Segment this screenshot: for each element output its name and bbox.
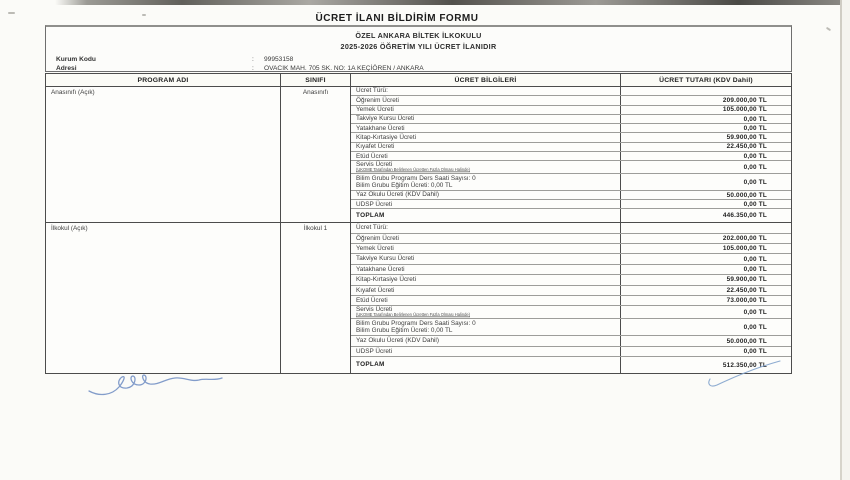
form-subtitle: 2025-2026 ÖĞRETİM YILI ÜCRET İLANIDIR [340,42,497,51]
fee-row-ogrenim [351,96,791,105]
header-ucret-bilgileri: ÜCRET BİLGİLERİ [351,74,621,86]
fee-label [351,319,621,335]
fee-row-yatakhane [351,124,791,133]
fee-row-yemek [351,106,791,115]
fee-row-etud [351,152,791,161]
fee-label [351,174,621,190]
fee-row-kiyafet [351,143,791,152]
fee-amount: 73.000,00 TL [726,297,767,305]
fee-label-note: (UKOME Tarafından Belirlenen Ücretten Fazla Olması Halinde) [356,168,470,173]
fee-row-etud [351,296,791,306]
fee-amount: 22.450,00 TL [726,286,767,294]
scan-speck [826,27,831,32]
fee-amount: 0,00 TL [743,178,767,186]
fee-label: Yatakhane Ücreti [351,124,621,132]
fee-label: Etüd Ücreti [351,296,621,305]
total-label: TOPLAM [351,209,621,222]
fee-row-toplam [351,209,791,222]
school-name: ÖZEL ANKARA BİLTEK İLKOKULU [355,31,482,40]
fee-amount: 59.900,00 TL [726,276,767,284]
grade-name: Anasınıfı [281,87,351,222]
header-program-adi: PROGRAM ADI [46,74,281,86]
fee-label: Takviye Kursu Ücreti [351,115,621,123]
paper-edge-line [840,0,842,480]
fee-row-ucret-turu [351,87,791,96]
fee-amount: 0,00 TL [743,255,767,263]
fee-amount: 0,00 TL [743,200,767,208]
fee-amount: 0,00 TL [743,124,767,132]
fee-row-yaz-okulu [351,191,791,200]
fee-label [351,161,621,173]
grade-name: İlkokul 1 [281,223,351,373]
colon-separator: : [252,56,254,63]
fee-label: UDSP Ücreti [351,200,621,208]
form-title-wrap [0,8,794,26]
fee-amount: 0,00 TL [743,266,767,274]
program-block-ilkokul [46,223,791,373]
fee-row-kiyafet [351,286,791,296]
fee-row-udsp [351,200,791,209]
fee-label-line2: Bilim Grubu Eğitim Ücreti: 0,00 TL [356,182,453,190]
fee-amount: 105.000,00 TL [722,245,767,253]
fee-row-takviye [351,254,791,264]
fee-label: Yaz Okulu Ücreti (KDV Dahil) [351,191,621,199]
fee-row-udsp [351,347,791,357]
fee-rows [351,223,791,373]
fee-row-takviye [351,115,791,124]
fee-amount: 0,00 TL [743,163,767,171]
fee-amount: 0,00 TL [743,308,767,316]
total-amount: 446.350,00 TL [722,212,767,220]
handwritten-signature [86,371,231,399]
fee-label: Ücret Türü: [351,223,621,232]
fee-amount: 0,00 TL [743,323,767,331]
fee-row-yatakhane [351,265,791,275]
header-sinifi: SINIFI [281,74,351,86]
fee-label: Kıyafet Ücreti [351,286,621,295]
fee-label: Yatakhane Ücreti [351,265,621,274]
fee-amount: 209.000,00 TL [722,96,767,104]
fee-amount: 59.900,00 TL [726,134,767,142]
table-header-row [46,74,791,87]
fee-label-line1: Bilim Grubu Programı Ders Saati Sayısı: 0 [356,320,476,328]
fee-label: Kıyafet Ücreti [351,143,621,151]
fee-label: Yaz Okulu Ücreti (KDV Dahil) [351,336,621,345]
fee-label: Kitap-Kırtasiye Ücreti [351,275,621,284]
fee-row-ogrenim [351,234,791,244]
fee-row-yemek [351,244,791,254]
pen-tick-icon [702,357,784,393]
fee-amount: 0,00 TL [743,347,767,355]
total-label: TOPLAM [351,357,621,373]
fee-label-line1: Bilim Grubu Programı Ders Saati Sayısı: 0 [356,174,476,182]
school-info-box [45,25,792,72]
total-amount: 512.350,00 TL [722,361,767,369]
fee-label: Ücret Türü: [351,87,621,95]
fee-label-line2: Bilim Grubu Eğitim Ücreti: 0,00 TL [356,327,453,335]
fee-label-main: Servis Ücreti [356,160,393,168]
fee-row-kitap [351,275,791,285]
fee-row-yaz-okulu [351,336,791,346]
header-ucret-tutari: ÜCRET TUTARI (KDV Dahil) [659,76,753,84]
program-block-anasinifi [46,87,791,223]
fee-label [351,306,621,318]
fee-label: Takviye Kursu Ücreti [351,254,621,263]
fee-label-note: (UKOME Tarafından Belirlenen Ücretten Fazla Olması Halinde) [356,313,470,318]
fee-row-ucret-turu [351,223,791,233]
fee-amount: 105.000,00 TL [722,106,767,114]
program-name: İlkokul (Açık) [46,223,281,373]
fee-label: Yemek Ücreti [351,244,621,253]
fee-label: UDSP Ücreti [351,347,621,356]
address-label: Adresi [56,65,77,72]
program-name: Anasınıfı (Açık) [46,87,281,222]
institution-code-label: Kurum Kodu [56,56,96,63]
scan-artifact-top-band [55,0,850,5]
fee-row-servis [351,306,791,319]
fee-label: Öğrenim Ücreti [351,96,621,104]
colon-separator: : [252,65,254,72]
form-title: ÜCRET İLANI BİLDİRİM FORMU [310,13,485,26]
scan-margin [842,0,850,480]
fee-amount: 0,00 TL [743,152,767,160]
fee-row-kitap [351,133,791,142]
fee-label: Etüd Ücreti [351,152,621,160]
fee-amount: 50.000,00 TL [726,191,767,199]
fee-label: Öğrenim Ücreti [351,234,621,243]
fee-row-bilim-grubu [351,174,791,191]
address-row [56,65,791,72]
fee-row-bilim-grubu [351,319,791,336]
institution-code-row [56,56,791,63]
fee-amount: 202.000,00 TL [722,234,767,242]
institution-code-value: 99953158 [264,56,294,63]
fee-label-main: Servis Ücreti [356,305,393,313]
fee-rows [351,87,791,222]
fee-amount: 50.000,00 TL [726,337,767,345]
fee-amount [621,87,791,95]
fee-amount: 22.450,00 TL [726,143,767,151]
fee-table [45,73,792,374]
fee-row-servis [351,161,791,174]
fee-amount: 0,00 TL [743,115,767,123]
fee-label: Kitap-Kırtasiye Ücreti [351,133,621,141]
fee-amount [621,223,791,232]
address-value: OVACIK MAH. 705 SK. NO: 1A KEÇİÖREN / ANKARA [264,65,424,72]
fee-label: Yemek Ücreti [351,106,621,114]
